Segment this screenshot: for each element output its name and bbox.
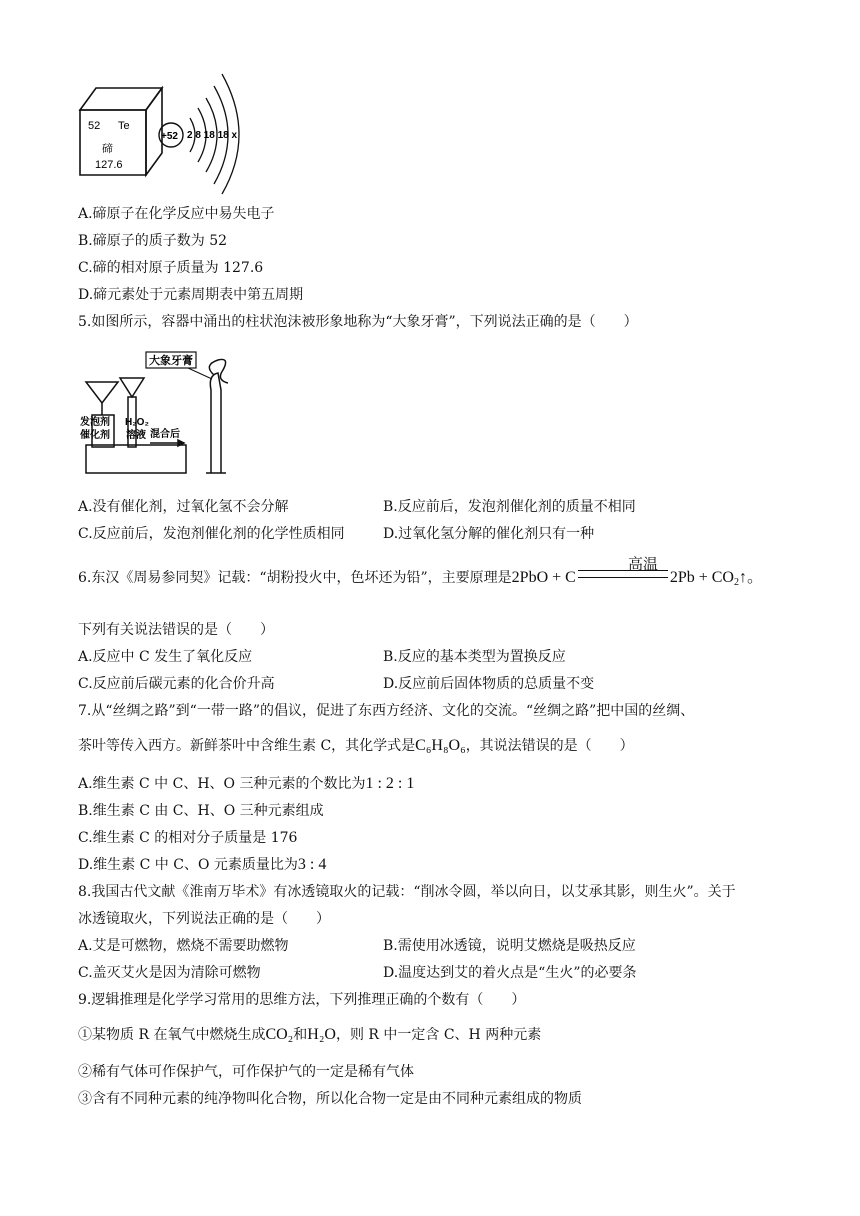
label-after-mixing: 混合后 — [150, 429, 180, 440]
q6-option-b: B.反应的基本类型为置换反应 — [383, 649, 566, 665]
q7-option-d-ratio: 3 : 4 — [297, 856, 327, 873]
tellurium-figure — [78, 60, 268, 195]
q9-s1-and: 和 — [293, 1027, 308, 1043]
elephant-toothpaste-figure — [78, 345, 248, 480]
q4-option-d: D.碲元素处于元素周期表中第五周期 — [78, 287, 304, 303]
q8-option-a: A.艾是可燃物，燃烧不需要助燃物 — [78, 938, 289, 954]
q7-option-a — [78, 774, 414, 794]
q7-stem-line2 — [78, 736, 634, 756]
q6-eq-condition: 高温 — [628, 555, 659, 573]
q9-statement-2: ②稀有气体可作保护气，可作保护气的一定是稀有气体 — [78, 1064, 414, 1080]
shell-electron-counts: 2 8 18 18 x — [187, 130, 238, 141]
cell-atomic-mass: 127.6 — [95, 159, 123, 171]
q4-option-c: C.碲的相对原子质量为 127.6 — [78, 260, 264, 276]
q7-option-a-ratio: 1 : 2 : 1 — [365, 775, 415, 792]
q9-statement-3: ③含有不同种元素的纯净物叫化合物，所以化合物一定是由不同种元素组成的物质 — [78, 1091, 582, 1107]
q6-stem2: 下列有关说法错误的是（ ） — [78, 622, 274, 638]
q6-eq-right: 2Pb + CO — [669, 569, 734, 586]
label-elephant-toothpaste: 大象牙膏 — [149, 355, 193, 367]
q5-option-b: B.反应前后，发泡剂催化剂的质量不相同 — [383, 499, 636, 515]
q8-option-d: D.温度达到艾的着火点是“生火”的必要条 — [383, 965, 637, 981]
q4-option-a: A.碲原子在化学反应中易失电子 — [78, 206, 275, 222]
label-foaming-agent: 发泡剂 — [80, 417, 110, 428]
q5-option-c: C.反应前后，发泡剂催化剂的化学性质相同 — [78, 526, 345, 542]
q5-stem: 5.如图所示，容器中涌出的柱状泡沫被形象地称为“大象牙膏”，下列说法正确的是（ ） — [78, 314, 638, 330]
q8-option-c: C.盖灭艾火是因为清除可燃物 — [78, 965, 261, 981]
q8-stem-line2: 冰透镜取火，下列说法正确的是（ ） — [78, 911, 330, 927]
q6-eq-left: 2PbO + C — [511, 569, 576, 586]
q6-option-d: D.反应前后固体物质的总质量不变 — [383, 676, 595, 692]
q7-formula: C₆H₈O₆ — [415, 737, 466, 754]
q8-option-b: B.需使用冰透镜，说明艾燃烧是吸热反应 — [383, 938, 636, 954]
cell-name: 碲 — [102, 143, 113, 155]
label-catalyst: 催化剂 — [80, 430, 110, 441]
q7-option-b: B.维生素 C 由 C、H、O 三种元素组成 — [78, 803, 324, 819]
q6-stem-text: 6.东汉《周易参同契》记载：“胡粉投火中，色坏还为铅”，主要原理是 — [78, 570, 512, 586]
q6-option-c: C.反应前后碳元素的化合价升高 — [78, 676, 275, 692]
label-h2o2: H₂O₂ — [125, 417, 149, 428]
q8-stem-line1: 8.我国古代文献《淮南万毕术》有冰透镜取火的记载：“削冰令圆，举以向日，以艾承其影，则生火”。关于 — [78, 884, 736, 900]
q4-option-b: B.碲原子的质子数为 52 — [78, 233, 228, 249]
cell-symbol: Te — [118, 120, 130, 132]
q7-option-a-text: A.维生素 C 中 C、H、O 三种元素的个数比为 — [78, 776, 366, 792]
q9-s1-pre: ①某物质 R 在氧气中燃烧生成 — [78, 1027, 266, 1043]
q6-eq-subscript: 2 — [733, 577, 739, 588]
q9-s1-h2o: H₂O — [307, 1026, 336, 1043]
q6-option-a: A.反应中 C 发生了氧化反应 — [78, 649, 253, 665]
label-solution: 溶液 — [126, 430, 146, 441]
q7-stem-text: 茶叶等传入西方。新鲜茶叶中含维生素 C，其化学式是 — [78, 738, 416, 754]
q7-stem-end: ，其说法错误的是（ ） — [465, 738, 634, 754]
q9-statement-1 — [78, 1025, 541, 1045]
nucleus-charge: +52 — [161, 131, 178, 142]
q7-option-d-text: D.维生素 C 中 C、O 元素质量比为 — [78, 857, 298, 873]
q9-s1-co2: CO₂ — [265, 1026, 294, 1043]
q7-option-c: C.维生素 C 的相对分子质量是 176 — [78, 830, 298, 846]
q7-option-d — [78, 855, 326, 875]
q5-option-a: A.没有催化剂，过氧化氢不会分解 — [78, 499, 289, 515]
q6-stem — [78, 568, 763, 593]
q6-eq-end: ↑。 — [738, 569, 763, 586]
cell-atomic-number: 52 — [88, 120, 101, 132]
q9-s1-post: ，则 R 中一定含 C、H 两种元素 — [335, 1027, 542, 1043]
q9-stem: 9.逻辑推理是化学学习常用的思维方法，下列推理正确的个数有（ ） — [78, 992, 526, 1008]
q7-stem-line1: 7.从“丝绸之路”到“一带一路”的倡议，促进了东西方经济、文化的交流。“丝绸之路”把中国的丝绸、 — [78, 703, 695, 719]
q5-option-d: D.过氧化氢分解的催化剂只有一种 — [383, 526, 595, 542]
